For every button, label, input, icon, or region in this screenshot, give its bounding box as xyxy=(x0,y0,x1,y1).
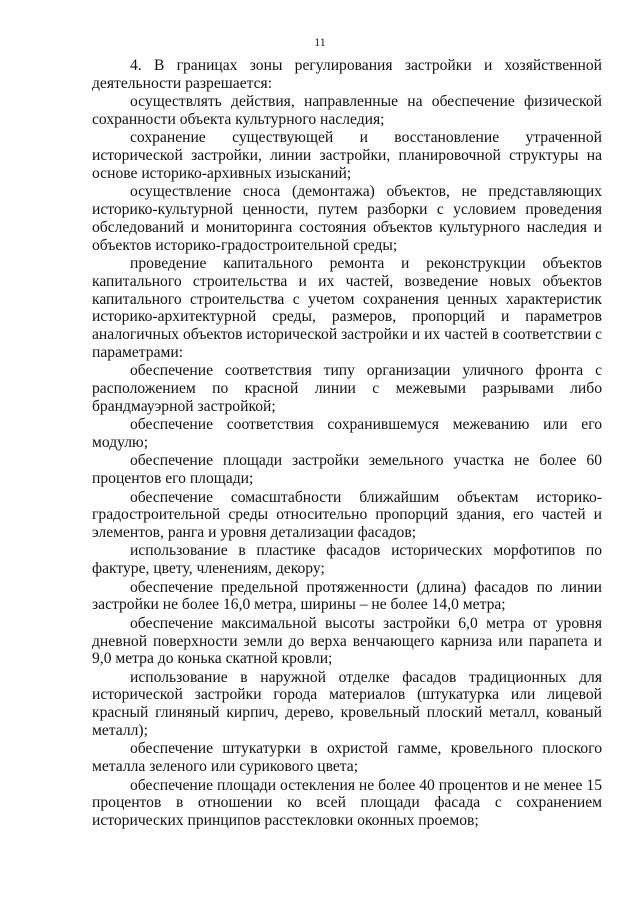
paragraph-item: обеспечение предельной протяженности (длина) фасадов по линии застройки не более 16,0 метра, ширины – не более 14,0 метра; xyxy=(92,578,602,614)
paragraph-item: осуществление сноса (демонтажа) объектов, не представляющих историко-культурной ценности, путем разборки с условием проведения обследований и мониторинга состояния объектов культурного наследия и объектов историко-градостроительной среды; xyxy=(92,183,602,254)
paragraph-item: обеспечение площади застройки земельного участка не более 60 процентов его площади; xyxy=(92,452,602,488)
paragraph-item: проведение капитального ремонта и реконструкции объектов капитального строительства и их частей, возведение новых объектов капитального строительства с учетом сохранения ценных характеристик историко-архитектурной среды, размеров, пропорций и параметров аналогичных объектов исторической застройки и их частей в соответствии с параметрами: xyxy=(92,254,602,361)
paragraph-item: обеспечение максимальной высоты застройки 6,0 метра от уровня дневной поверхности земли до верха венчающего карниза или парапета и 9,0 метра до конька скатной кровли; xyxy=(92,614,602,668)
paragraph-clause-4-intro: 4. В границах зоны регулирования застройки и хозяйственной деятельности разрешается: xyxy=(92,57,602,92)
paragraph-item: сохранение существующей и восстановление утраченной исторической застройки, линии застройки, планировочной структуры на основе историко-архивных изысканий; xyxy=(92,129,602,182)
paragraph-item: использование в наружной отделке фасадов традиционных для исторической застройки города материалов (штукатурка или лицевой красный глиняный кирпич, дерево, кровельный плоский металл, кованый металл); xyxy=(92,668,602,740)
paragraph-item: обеспечение соответствия сохранившемуся межеванию или его модулю; xyxy=(92,416,602,452)
page-number: 11 xyxy=(314,35,326,49)
paragraph-item: обеспечение штукатурки в охристой гамме, кровельного плоского металла зеленого или сурикового цвета; xyxy=(92,740,602,776)
paragraph-item: использование в пластике фасадов исторических морфотипов по фактуре, цвету, членениям, декору; xyxy=(92,542,602,578)
paragraph-item: обеспечение сомасштабности ближайшим объектам историко-градостроительной среды относительно пропорций здания, его частей и элементов, ранга и уровня детализации фасадов; xyxy=(92,488,602,542)
paragraph-item: обеспечение площади остекления не более 40 процентов и не менее 15 процентов в отношении ко всей площади фасада с сохранением исторических принципов расстекловки оконных проемов; xyxy=(92,776,602,830)
document-body xyxy=(92,57,602,830)
paragraph-item: обеспечение соответствия типу организации уличного фронта с расположением по красной линии с межевыми разрывами либо брандмауэрной застройкой; xyxy=(92,362,602,415)
paragraph-item: осуществлять действия, направленные на обеспечение физической сохранности объекта культурного наследия; xyxy=(92,93,602,128)
